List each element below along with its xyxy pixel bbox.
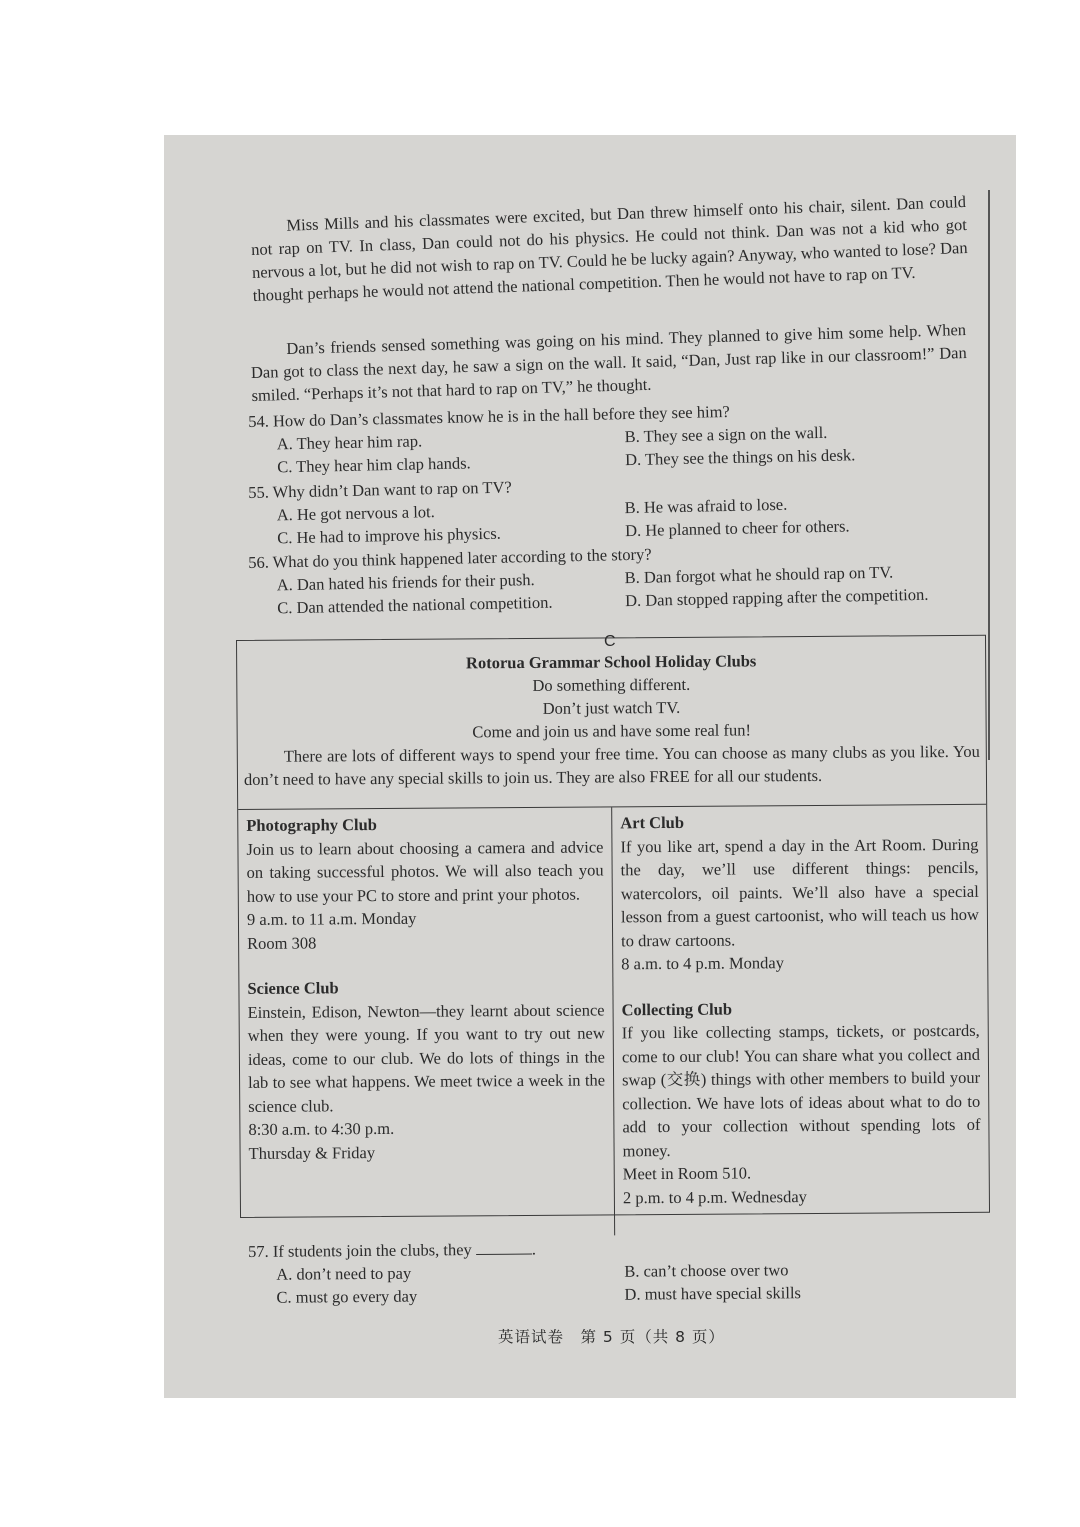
club-time: 2 p.m. to 4 p.m. Wednesday (622, 1186, 807, 1207)
art-club (620, 809, 979, 976)
option-d: D. Dan stopped rapping after the competition. (624, 584, 929, 611)
stem-end: . (531, 1239, 537, 1259)
club-description: If you like collecting stamps, tickets, or postcards, come to our club! You can share what you collect and swap (交换) things with other members to build your collection. We have lots of ideas about what to do to add to your collection without spending lots of money. (621, 1020, 981, 1160)
option-b: B. can’t choose over two (624, 1260, 789, 1281)
club-place: Meet in Room 510. (622, 1163, 752, 1184)
club-place: Room 308 (247, 932, 317, 953)
notice-intro: There are lots of different ways to spend your free time. You can choose as many clubs as you like. You don’t need to have any special skills to join us. They are also FREE for all our students. (243, 741, 980, 789)
clubs-table (238, 804, 989, 1218)
club-name: Science Club (247, 978, 339, 998)
club-description: If you like art, spend a day in the Art Room. During the day, we’ll use different things: pencils, watercolors, oil paints. We’ll also have a special lesson from a guest cartoonist, who will teach us how to draw cartoons. (620, 834, 979, 950)
story-paragraph-2: Dan’s friends sensed something was going on his mind. They planned to give him some help. When Dan got to class the next day, he saw a sign on the wall. It said, “Dan, Just rap like in our classroom!” Dan smiled. “Perhaps it’s not that hard to rap on TV,” he thought. (250, 320, 967, 405)
photography-club (246, 811, 604, 954)
option-c: C. must go every day (276, 1286, 418, 1307)
club-description: Join us to learn about choosing a camera and advice on taking successful photos. We will also teach you how to use your PC to store and print your photos. (246, 836, 604, 906)
notice-title: Rotorua Grammar School Holiday Clubs (465, 651, 757, 673)
option-c: C. He had to improve his physics. (276, 523, 502, 548)
question-stem: 55. Why didn’t Dan want to rap on TV? (248, 477, 512, 502)
notice-tagline: Don’t just watch TV. (542, 697, 681, 718)
club-name: Collecting Club (621, 999, 733, 1019)
collecting-club (622, 995, 981, 1209)
option-a: A. They hear him rap. (276, 431, 423, 454)
exam-page (164, 135, 1016, 1398)
answer-blank (476, 1254, 532, 1255)
option-d: D. They see the things on his desk. (624, 445, 856, 470)
question-57 (248, 1234, 969, 1309)
option-d: D. He planned to cheer for others. (624, 516, 850, 541)
page-footer: 英语试卷 第 5 页（共 8 页） (498, 1328, 725, 1346)
section-c-label: C (604, 633, 616, 650)
club-name: Art Club (620, 812, 685, 833)
option-c: C. Dan attended the national competition. (276, 592, 553, 618)
clubs-left-column (238, 807, 615, 1238)
club-name: Photography Club (246, 815, 378, 835)
page-fold-line (988, 190, 990, 760)
club-time: 9 a.m. to 11 a.m. Monday (246, 908, 417, 929)
notice-tagline: Do something different. (532, 674, 691, 695)
question-stem: 56. What do you think happened later according to the story? (248, 544, 652, 572)
science-club (247, 974, 605, 1164)
question-54 (248, 395, 969, 479)
story-paragraph-1: Miss Mills and his classmates were excited, but Dan threw himself onto his chair, silent. Dan could not rap on TV. In class, Dan could not do his physics. He could not think. Dan was not a kid who got nervous a lot, but he did not wish to rap on TV. Could he be lucky again? Anyway, who wanted to lose? Dan thought perhaps he would not attend the national competition. Then he would not have to rap on TV. (250, 192, 968, 305)
club-description: Einstein, Edison, Newton—they learnt about science when they were young. If you want to try out new ideas, come to our club. We do lots of things in the lab to see what happens. We meet twice a week in the science club. (247, 999, 606, 1116)
option-a: A. Dan hated his friends for their push. (276, 570, 535, 595)
option-c: C. They hear him clap hands. (276, 453, 471, 477)
option-b: B. They see a sign on the wall. (624, 422, 828, 447)
option-b: B. He was afraid to lose. (624, 494, 788, 518)
stem-text: 57. If students join the clubs, they (248, 1240, 472, 1261)
option-d: D. must have special skills (624, 1283, 802, 1304)
notice-tagline: Come and join us and have some real fun! (472, 720, 752, 742)
option-a: A. don’t need to pay (276, 1263, 412, 1284)
option-a: A. He got nervous a lot. (276, 502, 435, 525)
option-b: B. Dan forgot what he should rap on TV. (624, 562, 894, 588)
club-days: Thursday & Friday (248, 1142, 376, 1163)
club-time: 8:30 a.m. to 4:30 p.m. (248, 1118, 395, 1139)
club-notice-box (236, 635, 990, 1218)
question-56 (248, 536, 969, 620)
question-stem: 54. How do Dan’s classmates know he is in the hall before they see him? (248, 401, 730, 431)
clubs-right-column (612, 805, 989, 1236)
club-time: 8 a.m. to 4 p.m. Monday (621, 953, 785, 974)
